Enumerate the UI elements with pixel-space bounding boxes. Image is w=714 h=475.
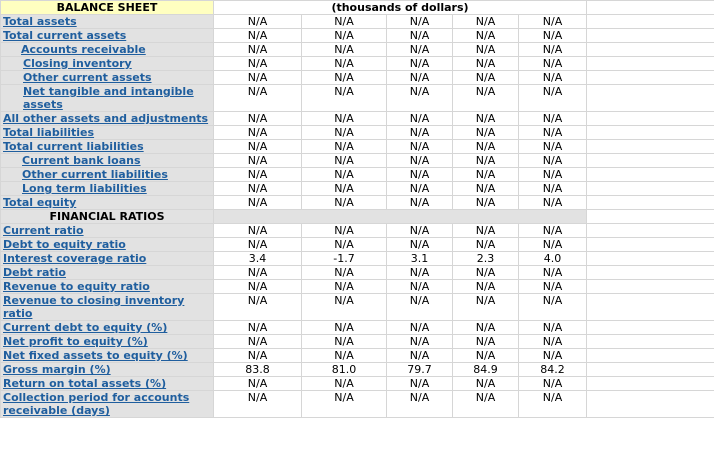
row-label-cell xyxy=(1,266,214,280)
table-row xyxy=(1,252,714,266)
value-cell: N/A xyxy=(519,112,587,126)
value-cell: N/A xyxy=(519,294,587,321)
table-row xyxy=(1,71,714,85)
row-link-closing-inventory[interactable]: Closing inventory xyxy=(23,57,132,70)
empty-cell xyxy=(587,196,714,210)
value-cell: 2.3 xyxy=(453,252,519,266)
row-label-cell xyxy=(1,238,214,252)
table-row xyxy=(1,335,714,349)
row-label-cell xyxy=(1,154,214,168)
value-cell: N/A xyxy=(453,85,519,112)
row-label-cell xyxy=(1,196,214,210)
table-row xyxy=(1,294,714,321)
empty-cell xyxy=(587,210,714,224)
value-cell: 3.4 xyxy=(214,252,302,266)
table-row xyxy=(1,112,714,126)
empty-cell xyxy=(587,266,714,280)
balance-sheet-title: BALANCE SHEET xyxy=(1,1,214,15)
value-cell: N/A xyxy=(519,377,587,391)
empty-cell xyxy=(587,321,714,335)
empty-cell xyxy=(587,43,714,57)
value-cell: 81.0 xyxy=(302,363,387,377)
value-cell: N/A xyxy=(453,196,519,210)
row-label-cell xyxy=(1,280,214,294)
row-label-cell xyxy=(1,363,214,377)
value-cell: N/A xyxy=(453,238,519,252)
row-link-long-term-liabilities[interactable]: Long term liabilities xyxy=(22,182,147,195)
empty-cell xyxy=(587,363,714,377)
value-cell: N/A xyxy=(214,335,302,349)
empty-cell xyxy=(587,335,714,349)
value-cell: 84.9 xyxy=(453,363,519,377)
section-divider xyxy=(214,210,587,224)
value-cell: N/A xyxy=(214,71,302,85)
financial-ratios-header-row xyxy=(1,210,714,224)
table-row xyxy=(1,126,714,140)
value-cell: N/A xyxy=(302,321,387,335)
value-cell: N/A xyxy=(214,280,302,294)
value-cell: N/A xyxy=(519,15,587,29)
value-cell: N/A xyxy=(519,266,587,280)
row-label-cell xyxy=(1,182,214,196)
value-cell: N/A xyxy=(387,57,453,71)
table-row xyxy=(1,154,714,168)
value-cell: N/A xyxy=(302,238,387,252)
row-link-accounts-receivable[interactable]: Accounts receivable xyxy=(21,43,146,56)
value-cell: N/A xyxy=(302,43,387,57)
balance-sheet-header-row xyxy=(1,1,714,15)
row-link-total-equity[interactable]: Total equity xyxy=(3,196,77,209)
row-label-cell xyxy=(1,29,214,43)
value-cell: N/A xyxy=(214,294,302,321)
value-cell: N/A xyxy=(387,280,453,294)
value-cell: N/A xyxy=(387,377,453,391)
empty-cell xyxy=(587,182,714,196)
table-row xyxy=(1,377,714,391)
value-cell: N/A xyxy=(519,196,587,210)
value-cell: N/A xyxy=(519,391,587,418)
value-cell: N/A xyxy=(302,224,387,238)
table-row xyxy=(1,391,714,418)
row-link-current-debt-to-equity[interactable]: Current debt to equity (%) xyxy=(3,321,168,334)
value-cell: N/A xyxy=(453,224,519,238)
value-cell: N/A xyxy=(453,112,519,126)
row-label-cell xyxy=(1,85,214,112)
value-cell: N/A xyxy=(453,43,519,57)
empty-cell xyxy=(587,15,714,29)
value-cell: N/A xyxy=(387,196,453,210)
value-cell: N/A xyxy=(519,238,587,252)
value-cell: -1.7 xyxy=(302,252,387,266)
row-link-debt-to-equity-ratio[interactable]: Debt to equity ratio xyxy=(3,238,126,251)
value-cell: N/A xyxy=(519,168,587,182)
row-label-cell xyxy=(1,126,214,140)
value-cell: N/A xyxy=(453,377,519,391)
table-row xyxy=(1,321,714,335)
empty-cell xyxy=(587,112,714,126)
value-cell: N/A xyxy=(519,280,587,294)
row-label-cell xyxy=(1,57,214,71)
value-cell: N/A xyxy=(302,29,387,43)
value-cell: N/A xyxy=(519,335,587,349)
value-cell: N/A xyxy=(214,154,302,168)
row-label-cell xyxy=(1,112,214,126)
value-cell: N/A xyxy=(453,126,519,140)
value-cell: N/A xyxy=(453,154,519,168)
row-label-cell xyxy=(1,71,214,85)
value-cell: N/A xyxy=(302,196,387,210)
table-row xyxy=(1,280,714,294)
value-cell: N/A xyxy=(387,391,453,418)
value-cell: N/A xyxy=(453,29,519,43)
value-cell: N/A xyxy=(387,266,453,280)
value-cell: N/A xyxy=(302,280,387,294)
row-link-total-liabilities[interactable]: Total liabilities xyxy=(3,126,95,139)
value-cell: N/A xyxy=(387,168,453,182)
value-cell: N/A xyxy=(387,15,453,29)
row-link-all-other-assets-and-adjustments[interactable]: All other assets and adjustments xyxy=(3,112,209,125)
value-cell: N/A xyxy=(519,85,587,112)
value-cell: N/A xyxy=(302,71,387,85)
value-cell: N/A xyxy=(214,377,302,391)
value-cell: N/A xyxy=(387,224,453,238)
row-link-current-bank-loans[interactable]: Current bank loans xyxy=(22,154,141,167)
row-label-cell xyxy=(1,168,214,182)
financial-ratios-title: FINANCIAL RATIOS xyxy=(1,210,214,224)
value-cell: N/A xyxy=(302,112,387,126)
value-cell: N/A xyxy=(387,321,453,335)
value-cell: N/A xyxy=(453,349,519,363)
value-cell: N/A xyxy=(519,224,587,238)
value-cell: N/A xyxy=(214,85,302,112)
table-row xyxy=(1,57,714,71)
value-cell: 83.8 xyxy=(214,363,302,377)
table-row xyxy=(1,168,714,182)
value-cell: N/A xyxy=(453,140,519,154)
row-label-cell xyxy=(1,15,214,29)
empty-cell xyxy=(587,29,714,43)
row-label-cell xyxy=(1,252,214,266)
value-cell: N/A xyxy=(214,43,302,57)
row-label-cell xyxy=(1,224,214,238)
table-row xyxy=(1,140,714,154)
table-row xyxy=(1,224,714,238)
empty-cell xyxy=(587,140,714,154)
empty-cell xyxy=(587,377,714,391)
value-cell: N/A xyxy=(519,43,587,57)
empty-cell xyxy=(587,280,714,294)
row-label-cell xyxy=(1,335,214,349)
row-label-cell xyxy=(1,294,214,321)
value-cell: N/A xyxy=(453,335,519,349)
value-cell: N/A xyxy=(387,238,453,252)
value-cell: N/A xyxy=(453,266,519,280)
value-cell: N/A xyxy=(453,15,519,29)
row-link-revenue-to-equity-ratio[interactable]: Revenue to equity ratio xyxy=(3,280,150,293)
value-cell: N/A xyxy=(302,377,387,391)
row-label-cell xyxy=(1,391,214,418)
table-row xyxy=(1,85,714,112)
value-cell: N/A xyxy=(519,321,587,335)
value-cell: N/A xyxy=(302,168,387,182)
table-row xyxy=(1,182,714,196)
value-cell: N/A xyxy=(214,224,302,238)
row-link-total-current-liabilities[interactable]: Total current liabilities xyxy=(3,140,144,153)
row-link-return-on-total-assets[interactable]: Return on total assets (%) xyxy=(3,377,167,390)
value-cell: N/A xyxy=(453,391,519,418)
empty-cell xyxy=(587,168,714,182)
empty-cell xyxy=(587,252,714,266)
value-cell: N/A xyxy=(214,238,302,252)
value-cell: N/A xyxy=(387,335,453,349)
value-cell: N/A xyxy=(214,321,302,335)
row-link-current-ratio[interactable]: Current ratio xyxy=(3,224,84,237)
value-cell: N/A xyxy=(387,154,453,168)
value-cell: N/A xyxy=(519,349,587,363)
value-cell: N/A xyxy=(214,15,302,29)
value-cell: N/A xyxy=(453,168,519,182)
value-cell: N/A xyxy=(387,85,453,112)
value-cell: N/A xyxy=(214,266,302,280)
value-cell: N/A xyxy=(519,29,587,43)
row-label-cell xyxy=(1,377,214,391)
value-cell: N/A xyxy=(519,71,587,85)
row-label-cell xyxy=(1,321,214,335)
value-cell: N/A xyxy=(302,294,387,321)
value-cell: N/A xyxy=(387,43,453,57)
value-cell: N/A xyxy=(453,71,519,85)
value-cell: N/A xyxy=(387,140,453,154)
value-cell: N/A xyxy=(453,280,519,294)
value-cell: N/A xyxy=(387,126,453,140)
row-link-net-fixed-assets-to-equity[interactable]: Net fixed assets to equity (%) xyxy=(3,349,188,362)
empty-cell xyxy=(587,238,714,252)
value-cell: N/A xyxy=(387,112,453,126)
row-label-cell xyxy=(1,43,214,57)
value-cell: N/A xyxy=(214,112,302,126)
value-cell: N/A xyxy=(214,57,302,71)
value-cell: N/A xyxy=(519,140,587,154)
value-cell: N/A xyxy=(519,126,587,140)
row-link-other-current-assets[interactable]: Other current assets xyxy=(23,71,152,84)
value-cell: 79.7 xyxy=(387,363,453,377)
value-cell: N/A xyxy=(519,182,587,196)
value-cell: N/A xyxy=(453,182,519,196)
empty-cell xyxy=(587,85,714,112)
empty-cell xyxy=(587,391,714,418)
row-label-cell xyxy=(1,140,214,154)
empty-cell xyxy=(587,294,714,321)
table-row xyxy=(1,29,714,43)
empty-cell xyxy=(587,71,714,85)
value-cell: N/A xyxy=(453,321,519,335)
value-cell: N/A xyxy=(214,140,302,154)
value-cell: N/A xyxy=(214,126,302,140)
value-cell: N/A xyxy=(519,154,587,168)
table-row xyxy=(1,238,714,252)
empty-cell xyxy=(587,224,714,238)
table-row xyxy=(1,15,714,29)
row-link-total-assets[interactable]: Total assets xyxy=(3,15,77,28)
empty-cell xyxy=(587,349,714,363)
row-link-debt-ratio[interactable]: Debt ratio xyxy=(3,266,66,279)
empty-cell xyxy=(587,1,714,15)
value-cell: N/A xyxy=(302,182,387,196)
value-cell: N/A xyxy=(302,391,387,418)
value-cell: N/A xyxy=(519,57,587,71)
units-label: (thousands of dollars) xyxy=(214,1,587,15)
value-cell: N/A xyxy=(302,85,387,112)
value-cell: N/A xyxy=(302,57,387,71)
empty-cell xyxy=(587,126,714,140)
row-link-total-current-assets[interactable]: Total current assets xyxy=(3,29,127,42)
value-cell: N/A xyxy=(214,29,302,43)
table-row xyxy=(1,43,714,57)
value-cell: N/A xyxy=(387,182,453,196)
value-cell: N/A xyxy=(302,15,387,29)
row-link-other-current-liabilities[interactable]: Other current liabilities xyxy=(22,168,168,181)
value-cell: 4.0 xyxy=(519,252,587,266)
value-cell: N/A xyxy=(302,266,387,280)
row-link-revenue-to-closing-inventory-ratio[interactable]: Revenue to closing inventory ratio xyxy=(3,294,185,320)
row-label-cell xyxy=(1,349,214,363)
value-cell: 3.1 xyxy=(387,252,453,266)
value-cell: N/A xyxy=(214,168,302,182)
value-cell: N/A xyxy=(302,335,387,349)
value-cell: N/A xyxy=(214,391,302,418)
value-cell: N/A xyxy=(387,294,453,321)
row-link-collection-period-for-accounts-receivable-days[interactable]: Collection period for accounts receivable (days) xyxy=(3,391,190,417)
row-link-net-tangible-and-intangible-assets[interactable]: Net tangible and intangible assets xyxy=(23,85,194,111)
value-cell: N/A xyxy=(214,182,302,196)
row-link-interest-coverage-ratio[interactable]: Interest coverage ratio xyxy=(3,252,147,265)
table-row xyxy=(1,266,714,280)
value-cell: N/A xyxy=(302,126,387,140)
value-cell: N/A xyxy=(214,349,302,363)
empty-cell xyxy=(587,154,714,168)
value-cell: N/A xyxy=(387,29,453,43)
value-cell: N/A xyxy=(453,294,519,321)
value-cell: N/A xyxy=(302,154,387,168)
value-cell: 84.2 xyxy=(519,363,587,377)
value-cell: N/A xyxy=(387,71,453,85)
value-cell: N/A xyxy=(387,349,453,363)
value-cell: N/A xyxy=(302,140,387,154)
value-cell: N/A xyxy=(214,196,302,210)
table-row xyxy=(1,196,714,210)
empty-cell xyxy=(587,57,714,71)
row-link-gross-margin[interactable]: Gross margin (%) xyxy=(3,363,111,376)
value-cell: N/A xyxy=(453,57,519,71)
row-link-net-profit-to-equity[interactable]: Net profit to equity (%) xyxy=(3,335,148,348)
table-row xyxy=(1,349,714,363)
value-cell: N/A xyxy=(302,349,387,363)
table-row xyxy=(1,363,714,377)
